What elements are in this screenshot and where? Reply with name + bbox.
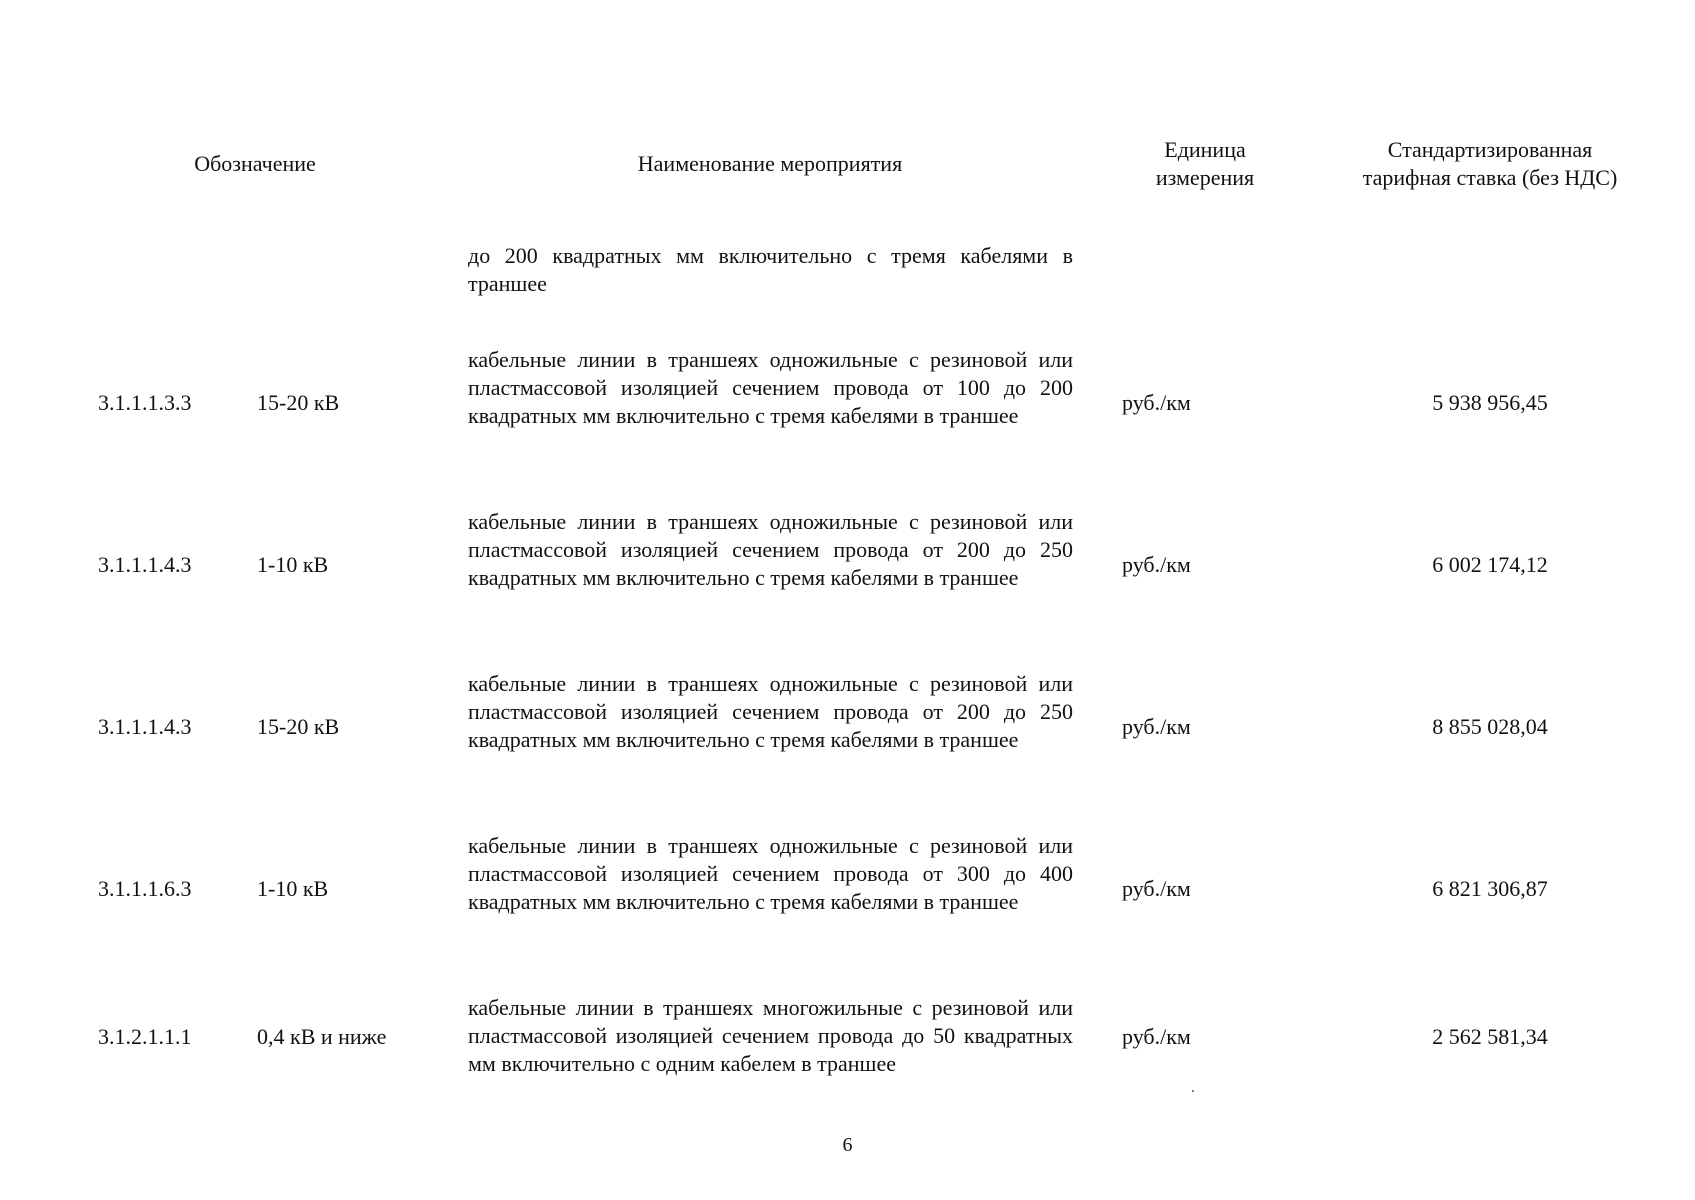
row-voltage: 0,4 кВ и ниже (257, 1024, 387, 1049)
row-voltage: 15-20 кВ (257, 390, 340, 415)
row-voltage: 1-10 кВ (257, 876, 329, 901)
row-unit: руб./км (1122, 714, 1191, 739)
row-code: 3.1.2.1.1.1 (98, 1024, 192, 1049)
row-description: кабельные линии в траншеях одножильные с резиновой или пластмассовой изоляцией сечением провода от 200 до 250 квадратных мм включительно с тремя кабелями в траншее (468, 509, 1073, 590)
row-description: кабельные линии в траншеях одножильные с резиновой или пластмассовой изоляцией сечением провода от 100 до 200 квадратных мм включительно с тремя кабелями в траншее (468, 347, 1073, 428)
row-rate: 6 002 174,12 (1432, 552, 1548, 577)
header-rate-line1: Стандартизированная (1387, 137, 1593, 162)
header-code: Обозначение (194, 151, 316, 176)
page-number: 6 (842, 1134, 853, 1156)
row-description: кабельные линии в траншеях одножильные с резиновой или пластмассовой изоляцией сечением провода от 200 до 250 квадратных мм включительно с тремя кабелями в траншее (468, 671, 1073, 752)
row-unit: руб./км (1122, 390, 1191, 415)
header-unit-line1: Единица (1164, 137, 1246, 162)
row-description: кабельные линии в траншеях одножильные с резиновой или пластмассовой изоляцией сечением провода от 300 до 400 квадратных мм включительно с тремя кабелями в траншее (468, 833, 1073, 914)
header-unit-line2: измерения (1155, 165, 1255, 190)
row-unit: руб./км (1122, 552, 1191, 577)
row-code: 3.1.1.1.6.3 (98, 876, 192, 901)
row-code: 3.1.1.1.4.3 (98, 552, 192, 577)
row-rate: 6 821 306,87 (1432, 876, 1548, 901)
scan-speck (1192, 1090, 1194, 1092)
row-voltage: 15-20 кВ (257, 714, 340, 739)
header-rate-line2: тарифная ставка (без НДС) (1362, 165, 1618, 190)
row-code: 3.1.1.1.4.3 (98, 714, 192, 739)
row-rate: 2 562 581,34 (1432, 1024, 1548, 1049)
row-unit: руб./км (1122, 1024, 1191, 1049)
row-rate: 5 938 956,45 (1432, 390, 1548, 415)
header-rate (1330, 136, 1650, 192)
header-unit (1090, 136, 1320, 192)
header-name: Наименование мероприятия (637, 151, 903, 176)
continuation-text: до 200 квадратных мм включительно с тремя кабелями в траншее (468, 243, 1073, 296)
row-code: 3.1.1.1.3.3 (98, 390, 192, 415)
row-rate: 8 855 028,04 (1432, 714, 1548, 739)
row-description: кабельные линии в траншеях многожильные с резиновой или пластмассовой изоляцией сечением провода до 50 квадратных мм включительно с одним кабелем в траншее (468, 995, 1073, 1076)
row-unit: руб./км (1122, 876, 1191, 901)
row-voltage: 1-10 кВ (257, 552, 329, 577)
